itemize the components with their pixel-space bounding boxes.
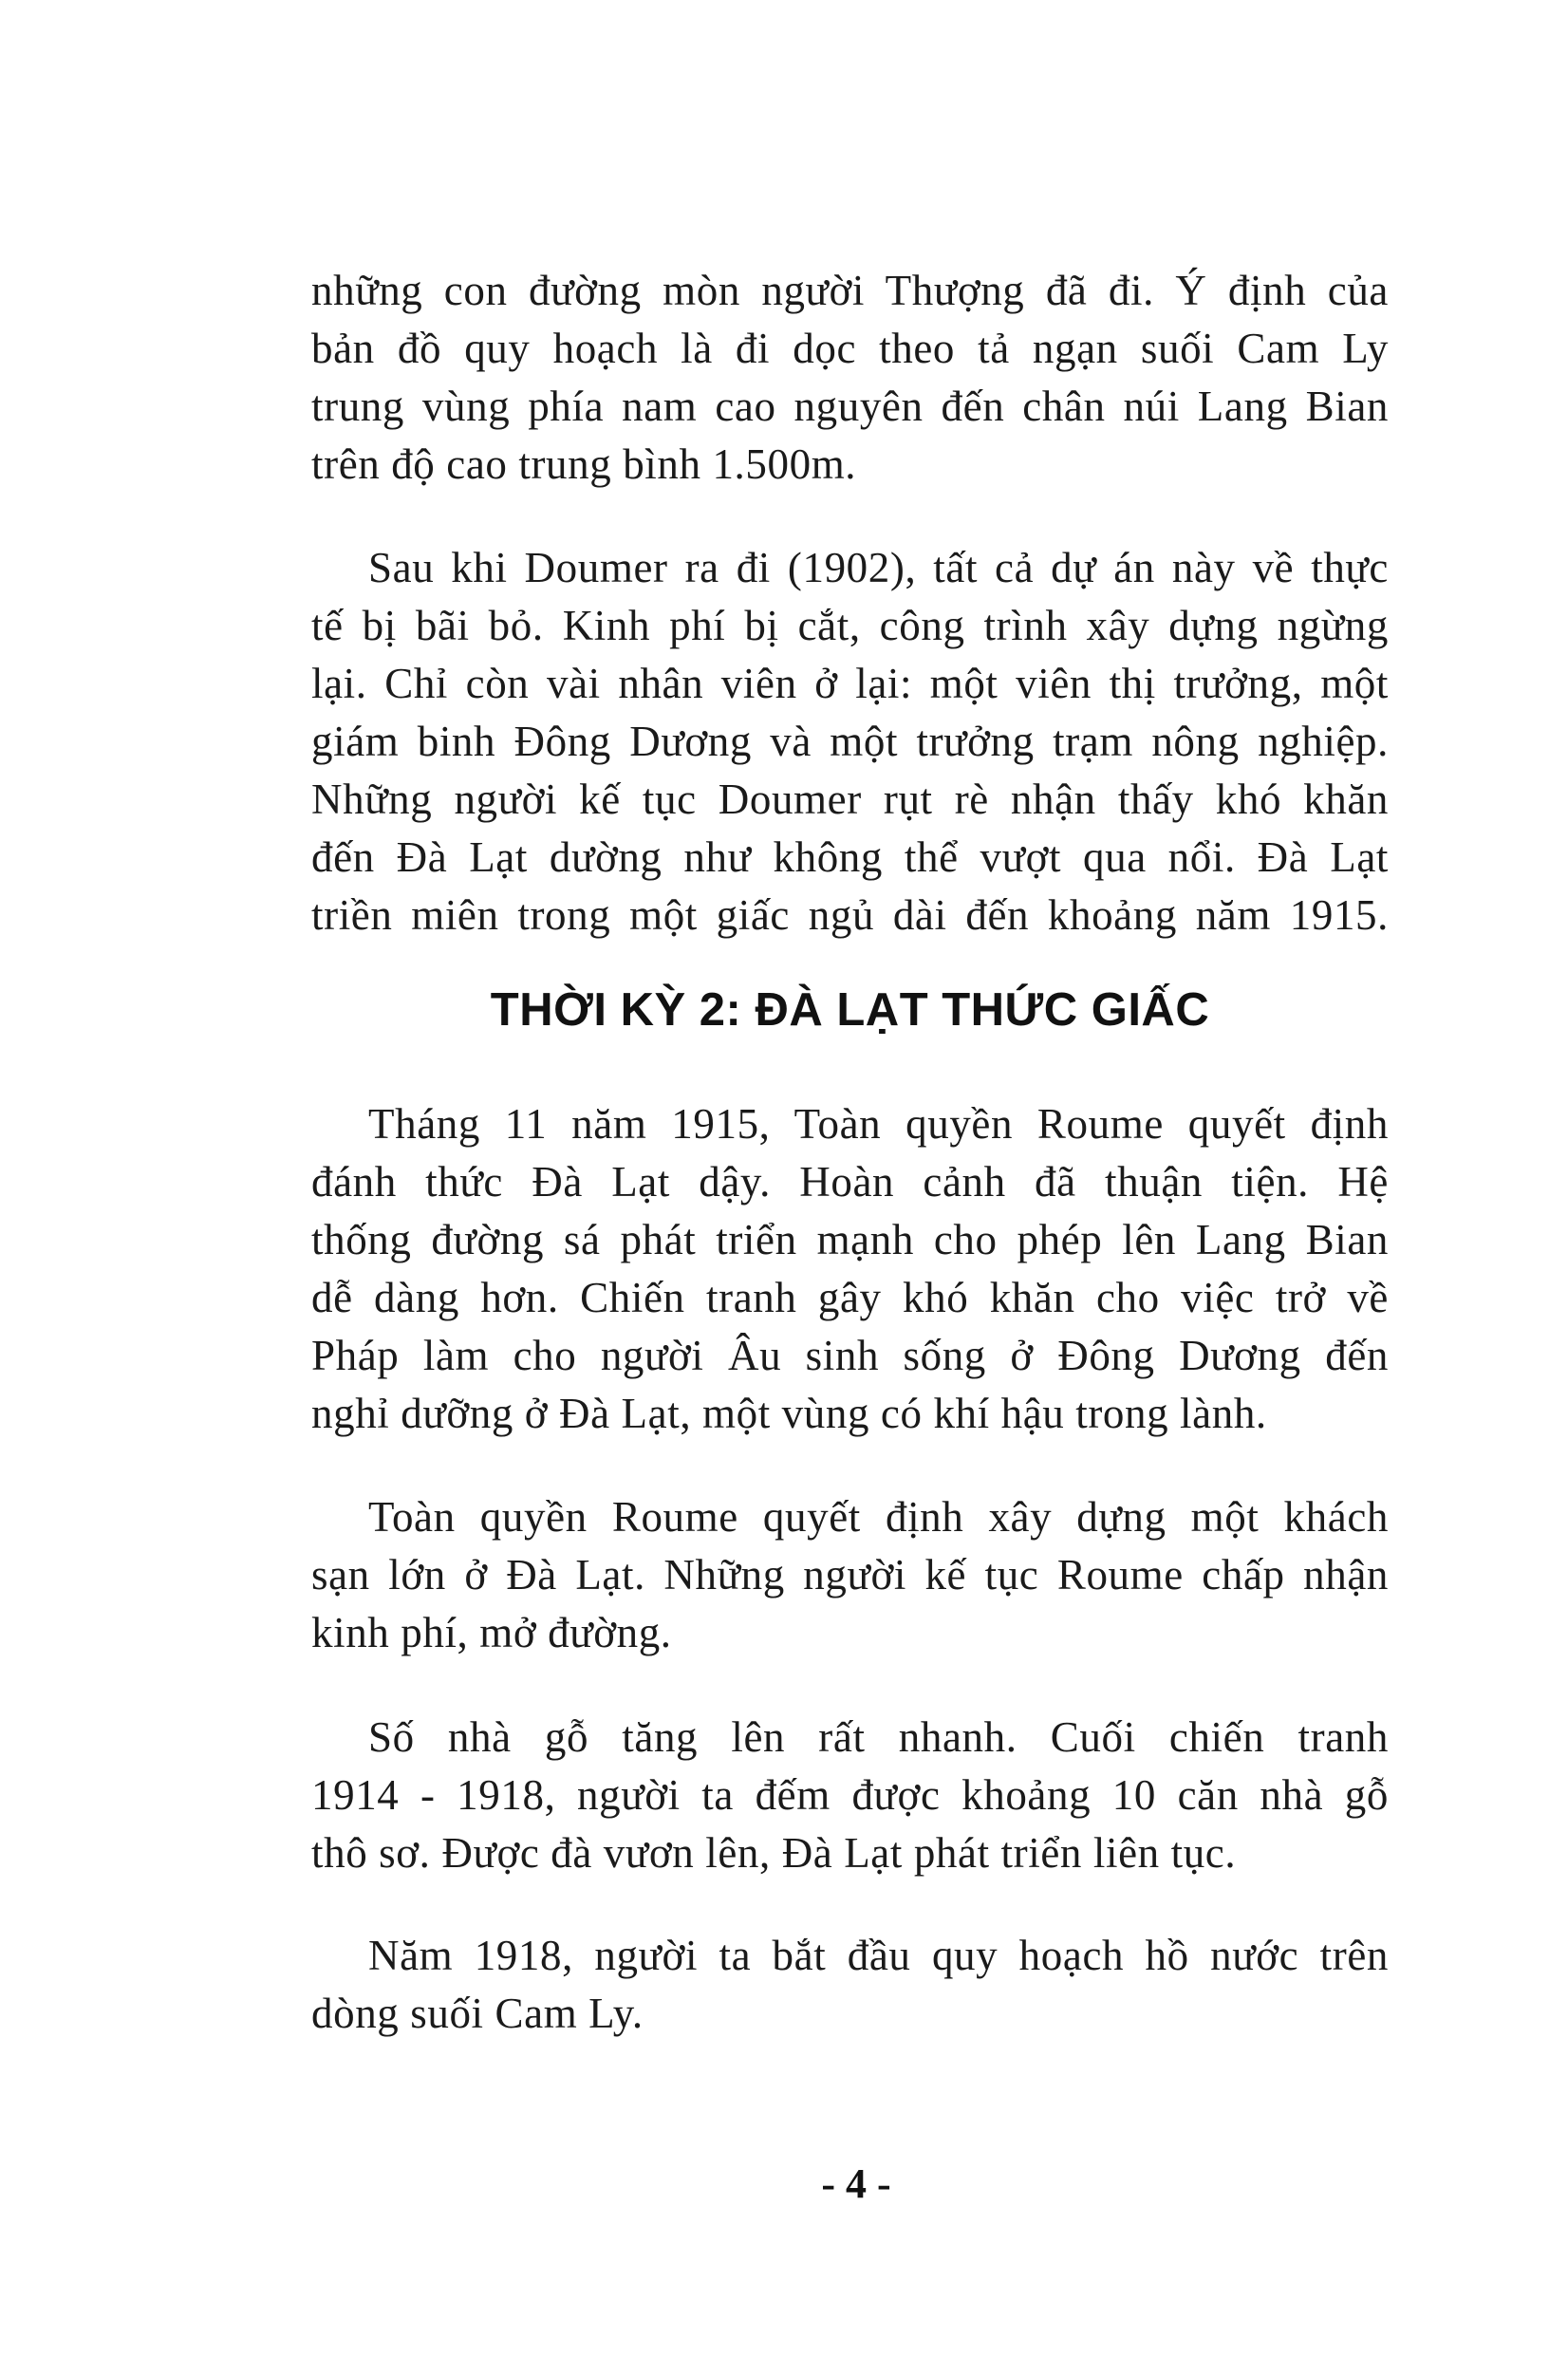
paragraph-line: đến Đà Lạt dường như không thể vượt qua nổi. Đà Lạt <box>311 833 1389 881</box>
paragraph-line: thô sơ. Được đà vươn lên, Đà Lạt phát triển liên tục. <box>311 1829 1237 1877</box>
page-number: - 4 - <box>821 2160 891 2207</box>
paragraph-6 <box>311 1927 1389 2043</box>
paragraph-line: Sau khi Doumer ra đi (1902), tất cả dự án này về thực <box>368 544 1389 591</box>
paragraph-line: trung vùng phía nam cao nguyên đến chân núi Lang Bian <box>311 383 1389 430</box>
paragraph-line: nghỉ dưỡng ở Đà Lạt, một vùng có khí hậu trong lành. <box>311 1390 1267 1437</box>
paragraph-line: Những người kế tục Doumer rụt rè nhận thấy khó khăn <box>311 776 1389 823</box>
paragraph-line: 1914 - 1918, người ta đếm được khoảng 10 căn nhà gỗ <box>311 1771 1389 1819</box>
paragraph-5 <box>311 1709 1389 1882</box>
paragraph-line: Pháp làm cho người Âu sinh sống ở Đông Dương đến <box>311 1332 1389 1379</box>
paragraph-3 <box>311 1095 1389 1443</box>
section-heading: THỜI KỲ 2: ĐÀ LẠT THỨC GIẤC <box>490 984 1210 1036</box>
paragraph-line: Số nhà gỗ tăng lên rất nhanh. Cuối chiến tranh <box>368 1713 1389 1761</box>
paragraph-line: dòng suối Cam Ly. <box>311 1990 644 2037</box>
paragraph-line: triền miên trong một giấc ngủ dài đến khoảng năm 1915. <box>311 891 1389 939</box>
paragraph-line: những con đường mòn người Thượng đã đi. Ý định của <box>311 267 1389 314</box>
paragraph-line: đánh thức Đà Lạt dậy. Hoàn cảnh đã thuận tiện. Hệ <box>311 1158 1389 1206</box>
paragraph-line: Toàn quyền Roume quyết định xây dựng một khách <box>368 1493 1389 1541</box>
paragraph-line: tế bị bãi bỏ. Kinh phí bị cắt, công trình xây dựng ngừng <box>311 602 1389 649</box>
paragraph-line: dễ dàng hơn. Chiến tranh gây khó khăn cho việc trở về <box>311 1274 1389 1321</box>
paragraph-line: trên độ cao trung bình 1.500m. <box>311 440 857 488</box>
paragraph-line: giám binh Đông Dương và một trưởng trạm nông nghiệp. <box>311 718 1389 765</box>
paragraph-line: kinh phí, mở đường. <box>311 1609 672 1656</box>
paragraph-line: Tháng 11 năm 1915, Toàn quyền Roume quyết định <box>368 1100 1389 1148</box>
paragraph-line: Năm 1918, người ta bắt đầu quy hoạch hồ nước trên <box>368 1932 1389 1979</box>
paragraph-line: thống đường sá phát triển mạnh cho phép lên Lang Bian <box>311 1216 1389 1263</box>
paragraph-line: lại. Chỉ còn vài nhân viên ở lại: một viên thị trưởng, một <box>311 660 1389 707</box>
paragraph-4 <box>311 1488 1389 1662</box>
paragraph-1 <box>311 262 1389 494</box>
paragraph-line: sạn lớn ở Đà Lạt. Những người kế tục Roume chấp nhận <box>311 1551 1389 1599</box>
paragraph-2 <box>311 539 1389 944</box>
paragraph-line: bản đồ quy hoạch là đi dọc theo tả ngạn suối Cam Ly <box>311 325 1389 372</box>
